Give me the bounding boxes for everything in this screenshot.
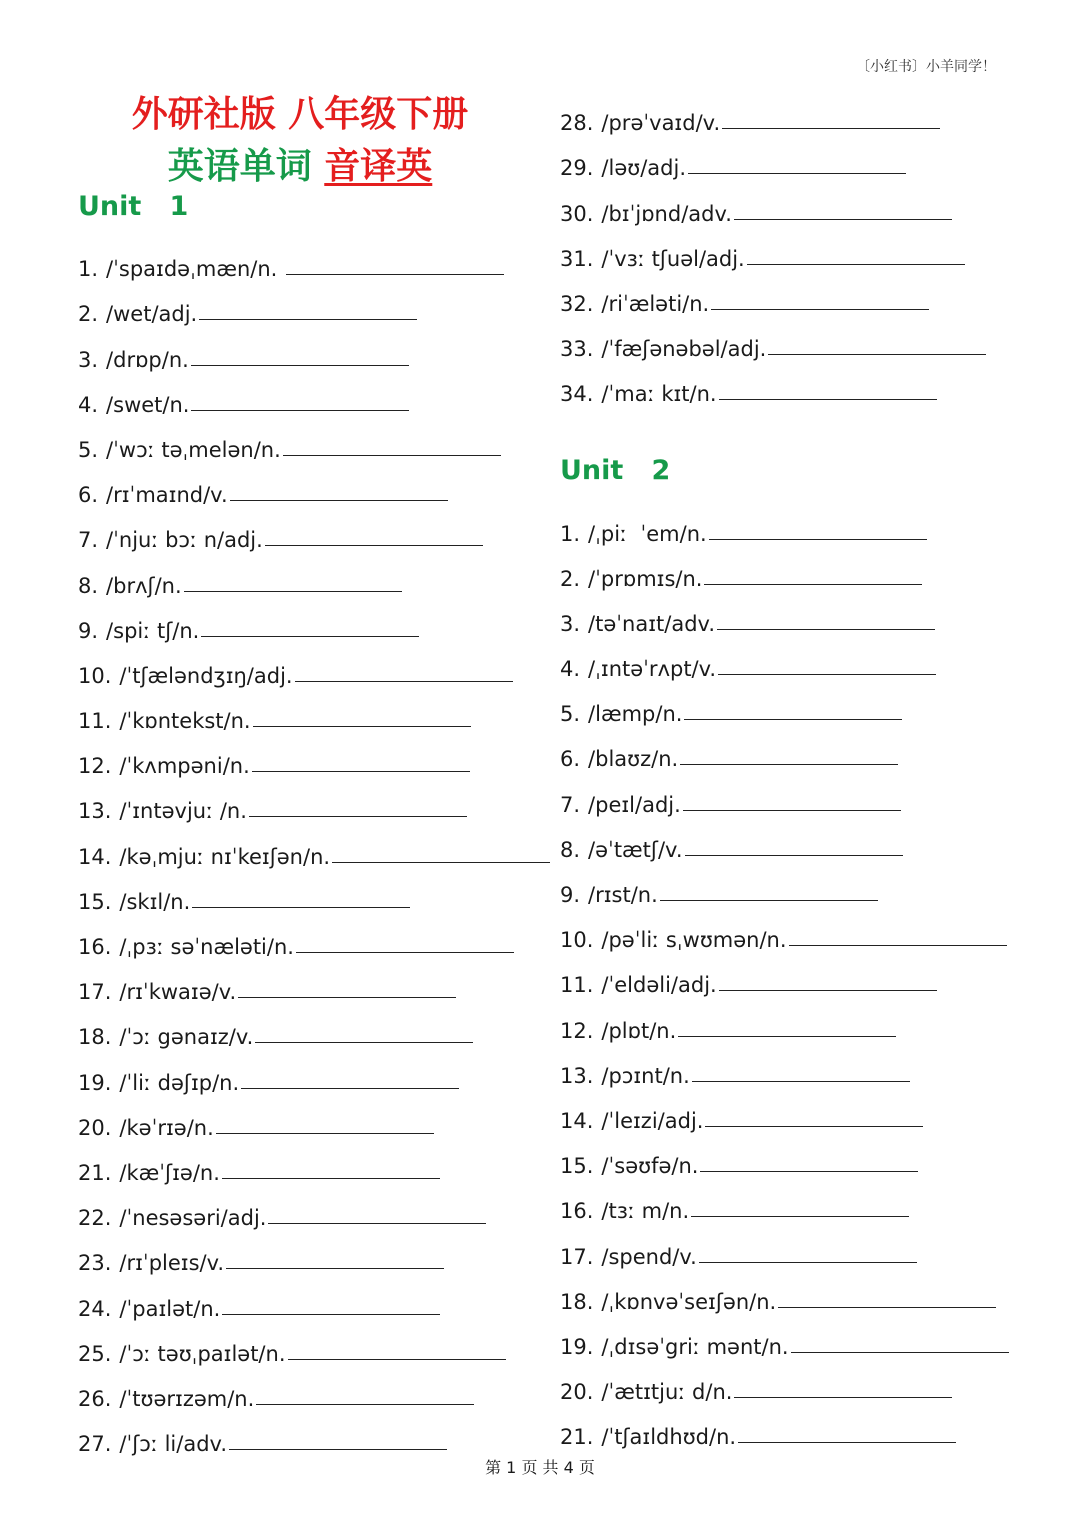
right-column [560,90,1009,1449]
vocab-item [560,1359,1009,1404]
answer-blank[interactable] [704,583,922,585]
phonetic-text: /ˈnjuː bɔː n/adj. [106,528,263,553]
vocab-item [78,326,550,371]
item-number: 12. [560,1018,594,1043]
item-number: 3. [78,347,99,372]
answer-blank[interactable] [216,1132,434,1134]
item-number: 1. [560,521,581,546]
item-number: 15. [78,889,112,914]
vocab-item [560,90,1009,135]
answer-blank[interactable] [249,815,467,817]
phonetic-text: /ˈwɔː təˌmelən/n. [106,437,281,462]
vocab-item [560,180,1009,225]
item-number: 34. [560,382,594,407]
phonetic-text: /əˈtætʃ/v. [588,837,683,862]
phonetic-text: /rɪˈkwaɪə/v. [119,980,237,1005]
answer-blank[interactable] [722,127,940,129]
vocab-item [560,681,1009,726]
item-number: 6. [78,483,99,508]
phonetic-text: /ˈeldəli/adj. [601,973,717,998]
item-number: 9. [78,618,99,643]
vocab-item [560,862,1009,907]
phonetic-text: /ləʊ/adj. [601,156,686,181]
item-number: 5. [560,702,581,727]
vocab-item [560,361,1009,406]
phonetic-text: /ˈmaː kɪt/n. [601,382,717,407]
watermark: 〔小红书〕小羊同学！ [856,59,996,75]
item-number: 33. [560,337,594,362]
vocab-item [560,1088,1009,1133]
answer-blank[interactable] [286,273,504,275]
vocab-item [560,546,1009,591]
item-number: 27. [78,1432,112,1457]
item-number: 29. [560,156,594,181]
vocab-item [78,1230,550,1275]
phonetic-text: /spiː tʃ/n. [106,618,200,643]
phonetic-text: /skɪl/n. [119,889,191,914]
vocab-item [560,591,1009,636]
vocab-item [560,817,1009,862]
item-number: 20. [78,1115,112,1140]
answer-blank[interactable] [684,718,902,720]
vocab-item [560,316,1009,361]
answer-blank[interactable] [718,673,936,675]
item-number: 4. [560,657,581,682]
item-number: 15. [560,1154,594,1179]
answer-blank[interactable] [747,263,965,265]
answer-blank[interactable] [230,499,448,501]
answer-blank[interactable] [778,1306,996,1308]
item-number: 10. [560,928,594,953]
phonetic-text: /ˌɪntəˈrʌpt/v. [588,657,717,682]
item-number: 7. [78,528,99,553]
answer-blank[interactable] [288,1358,506,1360]
answer-blank[interactable] [191,409,409,411]
phonetic-text: /ˈɔː gənaɪz/v. [119,1025,254,1050]
answer-blank[interactable] [700,1170,918,1172]
left-column [78,190,550,1456]
phonetic-text: /ˈtʃaɪldhʊd/n. [601,1425,737,1450]
item-number: 13. [560,1063,594,1088]
item-number: 22. [78,1206,112,1231]
unit-2-heading: Unit 2 [560,455,671,487]
vocab-item [560,1043,1009,1088]
vocab-item [78,1411,550,1456]
vocab-item [78,688,550,733]
answer-blank[interactable] [296,951,514,953]
vocab-item [78,1275,550,1320]
answer-blank[interactable] [660,899,878,901]
item-number: 12. [78,754,112,779]
answer-blank[interactable] [226,1267,444,1269]
vocab-item [78,869,550,914]
vocab-item [560,1404,1009,1449]
phonetic-text: /ˈfæʃənəbəl/adj. [601,337,767,362]
vocab-item [560,997,1009,1042]
answer-blank[interactable] [201,635,419,637]
vocab-item [560,771,1009,816]
phonetic-text: /swet/n. [106,392,190,417]
vocab-item [78,1185,550,1230]
answer-blank[interactable] [252,770,470,772]
answer-blank[interactable] [791,1351,1009,1353]
item-number: 20. [560,1380,594,1405]
item-number: 19. [560,1334,594,1359]
page-subtitle [0,138,600,189]
vocab-item [78,552,550,597]
phonetic-text: /ˈleɪzi/adj. [601,1108,704,1133]
item-number: 10. [78,663,112,688]
phonetic-text: /ˈliː dəʃɪp/n. [119,1070,240,1095]
vocab-item [78,778,550,823]
vocab-item [78,959,550,1004]
vocab-item [78,1366,550,1411]
unit-1-list-right [560,90,1009,406]
vocab-item [560,1178,1009,1223]
answer-blank[interactable] [683,809,901,811]
phonetic-text: /pɔɪnt/n. [601,1063,690,1088]
item-number: 5. [78,437,99,462]
unit-2-list [560,500,1009,1449]
phonetic-text: /ˈnesəsəri/adj. [119,1206,267,1231]
phonetic-text: /kæˈʃɪə/n. [119,1160,220,1185]
phonetic-text: /ˈɪntəvjuː /n. [119,799,247,824]
vocab-item [78,507,550,552]
answer-blank[interactable] [192,906,410,908]
answer-blank[interactable] [699,1261,917,1263]
phonetic-text: /ˈtʊərɪzəm/n. [119,1386,255,1411]
answer-blank[interactable] [678,1035,896,1037]
answer-blank[interactable] [734,1396,952,1398]
item-number: 9. [560,883,581,907]
item-number: 26. [78,1386,112,1411]
vocab-item [78,1321,550,1366]
vocab-item [560,271,1009,316]
item-number: 31. [560,246,594,271]
item-number: 17. [560,1244,594,1269]
answer-blank[interactable] [184,590,402,592]
vocab-item [560,907,1009,952]
item-number: 8. [560,837,581,862]
phonetic-text: /ˌpiː ˈem/n. [588,521,707,546]
item-number: 21. [560,1425,594,1450]
answer-blank[interactable] [685,854,903,856]
phonetic-text: /ˈtʃæləndʒɪŋ/adj. [119,663,293,688]
vocab-item [78,914,550,959]
phonetic-text: /ˈpaɪlət/n. [119,1296,221,1321]
vocab-item [560,1223,1009,1268]
answer-blank[interactable] [768,353,986,355]
phonetic-text: /prəˈvaɪd/v. [601,111,721,136]
vocab-item [560,226,1009,271]
vocab-item [560,952,1009,997]
item-number: 11. [560,973,594,998]
item-number: 14. [560,1108,594,1133]
answer-blank[interactable] [789,944,1007,946]
item-number: 1. [78,257,99,282]
item-number: 19. [78,1070,112,1095]
vocab-item [78,281,550,326]
answer-blank[interactable] [191,364,409,366]
phonetic-text: /ˌpɜː səˈnæləti/n. [119,935,294,959]
phonetic-text: /læmp/n. [588,702,683,727]
phonetic-text: /ˈspaɪdəˌmæn/n. [106,257,284,282]
item-number: 25. [78,1341,112,1366]
unit-1-heading: Unit 1 [78,191,189,222]
answer-blank[interactable] [719,989,937,991]
vocab-item [78,733,550,778]
phonetic-text: /təˈnaɪt/adv. [588,611,716,636]
item-number: 4. [78,392,99,417]
answer-blank[interactable] [265,544,483,546]
vocab-item [78,823,550,868]
answer-blank[interactable] [705,1125,923,1127]
phonetic-text: /ˈætɪtjuː d/n. [601,1380,733,1405]
answer-blank[interactable] [709,538,927,540]
subtitle-part-2: 音译英 [324,146,433,187]
phonetic-text: /pəˈliː sˌwʊmən/n. [601,928,787,953]
vocab-item [560,135,1009,180]
phonetic-text: /rɪˈpleɪs/v. [119,1251,225,1276]
phonetic-text: /ˈsəʊfə/n. [601,1154,699,1179]
phonetic-text: /kəˌmjuː nɪˈkeɪʃən/n. [119,844,331,869]
answer-blank[interactable] [241,1087,459,1089]
phonetic-text: /spend/v. [601,1244,697,1269]
vocab-item [78,236,550,281]
item-number: 14. [78,844,112,869]
answer-blank[interactable] [268,1222,486,1224]
vocab-item [78,598,550,643]
phonetic-text: /riˈæləti/n. [601,291,710,316]
item-number: 28. [560,111,594,136]
unit-1-list-left [78,236,550,1456]
answer-blank[interactable] [222,1177,440,1179]
vocab-item [560,636,1009,681]
phonetic-text: /ˈɔː təʊˌpaɪlət/n. [119,1341,286,1366]
vocab-item [78,1049,550,1094]
item-number: 6. [560,747,581,772]
answer-blank[interactable] [253,725,471,727]
answer-blank[interactable] [295,680,513,682]
answer-blank[interactable] [734,218,952,220]
phonetic-text: /ˌdɪsəˈgriː mənt/n. [601,1334,789,1359]
phonetic-text: /ˈvɜː tʃuəl/adj. [601,246,745,271]
phonetic-text: /brʌʃ/n. [106,573,182,598]
phonetic-text: /rɪˈmaɪnd/v. [106,483,228,508]
answer-blank[interactable] [255,1041,473,1043]
item-number: 16. [78,935,112,959]
item-number: 16. [560,1199,594,1224]
vocab-item [78,1095,550,1140]
phonetic-text: /wet/adj. [106,302,198,327]
phonetic-text: /ˌkɒnvəˈseɪʃən/n. [601,1289,777,1314]
item-number: 17. [78,980,112,1005]
item-number: 23. [78,1251,112,1276]
item-number: 11. [78,709,112,734]
answer-blank[interactable] [332,861,550,863]
item-number: 7. [560,792,581,817]
phonetic-text: /drɒp/n. [106,347,189,372]
item-number: 18. [560,1289,594,1314]
vocab-item [78,372,550,417]
vocab-item [560,500,1009,545]
vocab-item [78,417,550,462]
phonetic-text: /tɜː m/n. [601,1199,690,1224]
phonetic-text: /rɪst/n. [588,883,658,907]
answer-blank[interactable] [256,1403,474,1405]
vocab-item [560,1314,1009,1359]
phonetic-text: /ˈprɒmɪs/n. [588,566,703,591]
answer-blank[interactable] [238,996,456,998]
subtitle-part-1: 英语单词 [167,146,325,187]
item-number: 24. [78,1296,112,1321]
answer-blank[interactable] [229,1448,447,1450]
answer-blank[interactable] [199,318,417,320]
item-number: 8. [78,573,99,598]
item-number: 3. [560,611,581,636]
item-number: 32. [560,291,594,316]
answer-blank[interactable] [717,628,935,630]
item-number: 2. [560,566,581,591]
phonetic-text: /blaʊz/n. [588,747,679,772]
vocab-item [78,643,550,688]
answer-blank[interactable] [691,1215,909,1217]
answer-blank[interactable] [711,308,929,310]
phonetic-text: /ˈʃɔː li/adv. [119,1432,228,1457]
phonetic-text: /plɒt/n. [601,1018,677,1043]
answer-blank[interactable] [688,172,906,174]
phonetic-text: /bɪˈjɒnd/adv. [601,201,732,226]
item-number: 2. [78,302,99,327]
phonetic-text: /peɪl/adj. [588,792,681,817]
answer-blank[interactable] [222,1313,440,1315]
phonetic-text: /kəˈrɪə/n. [119,1115,214,1140]
page-footer: 第 1 页 共 4 页 [485,1458,595,1477]
vocab-item [78,1004,550,1049]
item-number: 18. [78,1025,112,1050]
answer-blank[interactable] [738,1441,956,1443]
page-title: 外研社版 八年级下册 [131,94,469,135]
phonetic-text: /ˈkɒntekst/n. [119,709,251,734]
item-number: 13. [78,799,112,824]
phonetic-text: /ˈkʌmpəni/n. [119,754,250,779]
vocab-item [560,1133,1009,1178]
vocab-item [78,462,550,507]
answer-blank[interactable] [692,1080,910,1082]
vocab-item [560,726,1009,771]
vocab-item [78,1140,550,1185]
item-number: 30. [560,201,594,226]
answer-blank[interactable] [283,454,501,456]
vocab-item [560,1269,1009,1314]
answer-blank[interactable] [680,763,898,765]
item-number: 21. [78,1160,112,1185]
answer-blank[interactable] [719,398,937,400]
